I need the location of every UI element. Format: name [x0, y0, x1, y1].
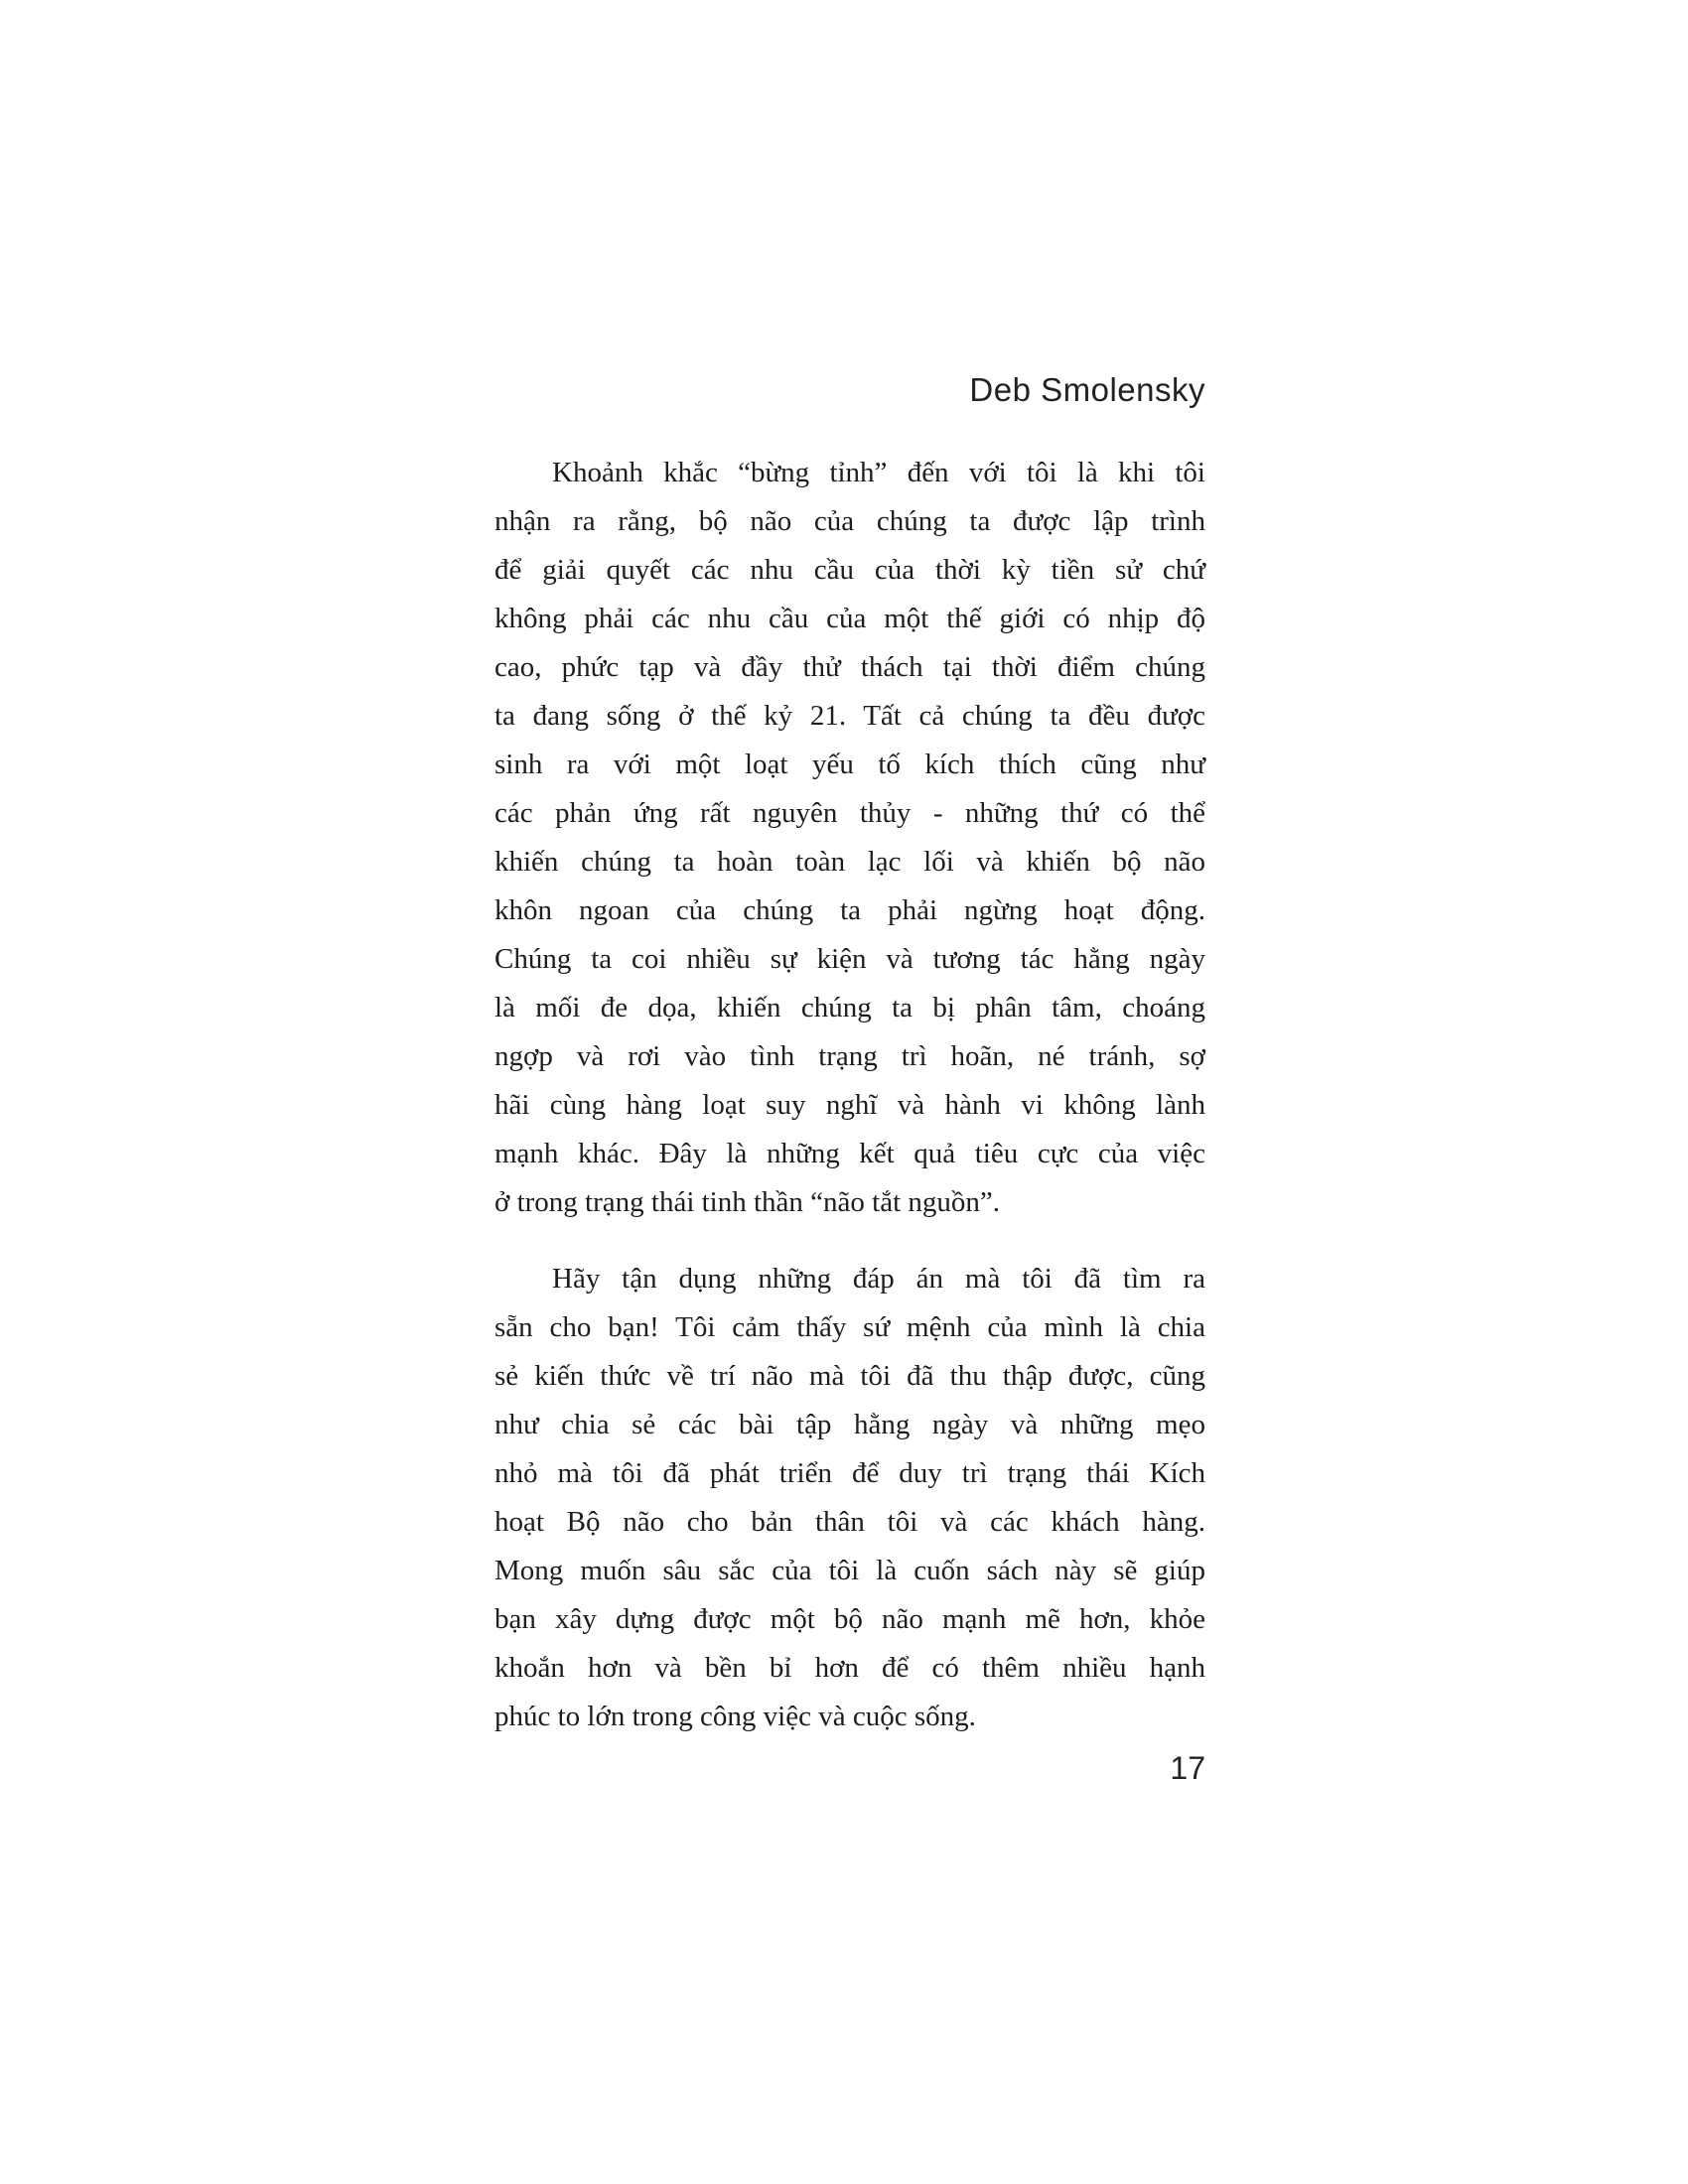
paragraph	[494, 449, 1205, 1227]
text-line: là mối đe dọa, khiến chúng ta bị phân tâm, choáng	[494, 992, 1205, 1024]
text-line: nhận ra rằng, bộ não của chúng ta được lập trình	[494, 505, 1205, 537]
text-line: bạn xây dựng được một bộ não mạnh mẽ hơn, khỏe	[494, 1603, 1205, 1635]
text-line: để giải quyết các nhu cầu của thời kỳ tiền sử chứ	[494, 554, 1205, 586]
text-line: Hãy tận dụng những đáp án mà tôi đã tìm ra	[552, 1263, 1205, 1295]
text-line: ở trong trạng thái tinh thần “não tắt nguồn”.	[494, 1186, 1001, 1218]
running-header-author: Deb Smolensky	[969, 371, 1205, 408]
text-line: phúc to lớn trong công việc và cuộc sống.	[494, 1701, 976, 1732]
text-line: sẵn cho bạn! Tôi cảm thấy sứ mệnh của mình là chia	[494, 1311, 1205, 1343]
text-line: ta đang sống ở thế kỷ 21. Tất cả chúng ta đều được	[494, 700, 1205, 732]
text-line: khôn ngoan của chúng ta phải ngừng hoạt động.	[494, 894, 1205, 926]
text-line: nhỏ mà tôi đã phát triển để duy trì trạng thái Kích	[494, 1457, 1205, 1489]
page-number: 17	[1170, 1750, 1205, 1786]
body-text	[494, 449, 1205, 1741]
text-line: Mong muốn sâu sắc của tôi là cuốn sách này sẽ giúp	[494, 1555, 1205, 1586]
text-line: hoạt Bộ não cho bản thân tôi và các khách hàng.	[494, 1506, 1205, 1538]
text-line: cao, phức tạp và đầy thử thách tại thời điểm chúng	[494, 651, 1205, 683]
text-line: khiến chúng ta hoàn toàn lạc lối và khiến bộ não	[494, 846, 1205, 878]
paragraph	[494, 1255, 1205, 1741]
text-line: sinh ra với một loạt yếu tố kích thích cũng như	[494, 749, 1205, 780]
text-line: khoắn hơn và bền bỉ hơn để có thêm nhiều hạnh	[494, 1652, 1205, 1684]
text-line: không phải các nhu cầu của một thế giới có nhịp độ	[494, 603, 1205, 634]
text-line: hãi cùng hàng loạt suy nghĩ và hành vi không lành	[494, 1089, 1205, 1121]
text-line: Chúng ta coi nhiều sự kiện và tương tác hằng ngày	[494, 943, 1205, 975]
text-line: như chia sẻ các bài tập hằng ngày và những mẹo	[494, 1409, 1205, 1440]
text-line: mạnh khác. Đây là những kết quả tiêu cực của việc	[494, 1138, 1205, 1169]
text-line: Khoảnh khắc “bừng tỉnh” đến với tôi là khi tôi	[552, 457, 1205, 488]
text-line: ngợp và rơi vào tình trạng trì hoãn, né tránh, sợ	[494, 1040, 1205, 1072]
text-line: sẻ kiến thức về trí não mà tôi đã thu thập được, cũng	[494, 1360, 1205, 1392]
text-line: các phản ứng rất nguyên thủy - những thứ có thể	[494, 797, 1205, 829]
